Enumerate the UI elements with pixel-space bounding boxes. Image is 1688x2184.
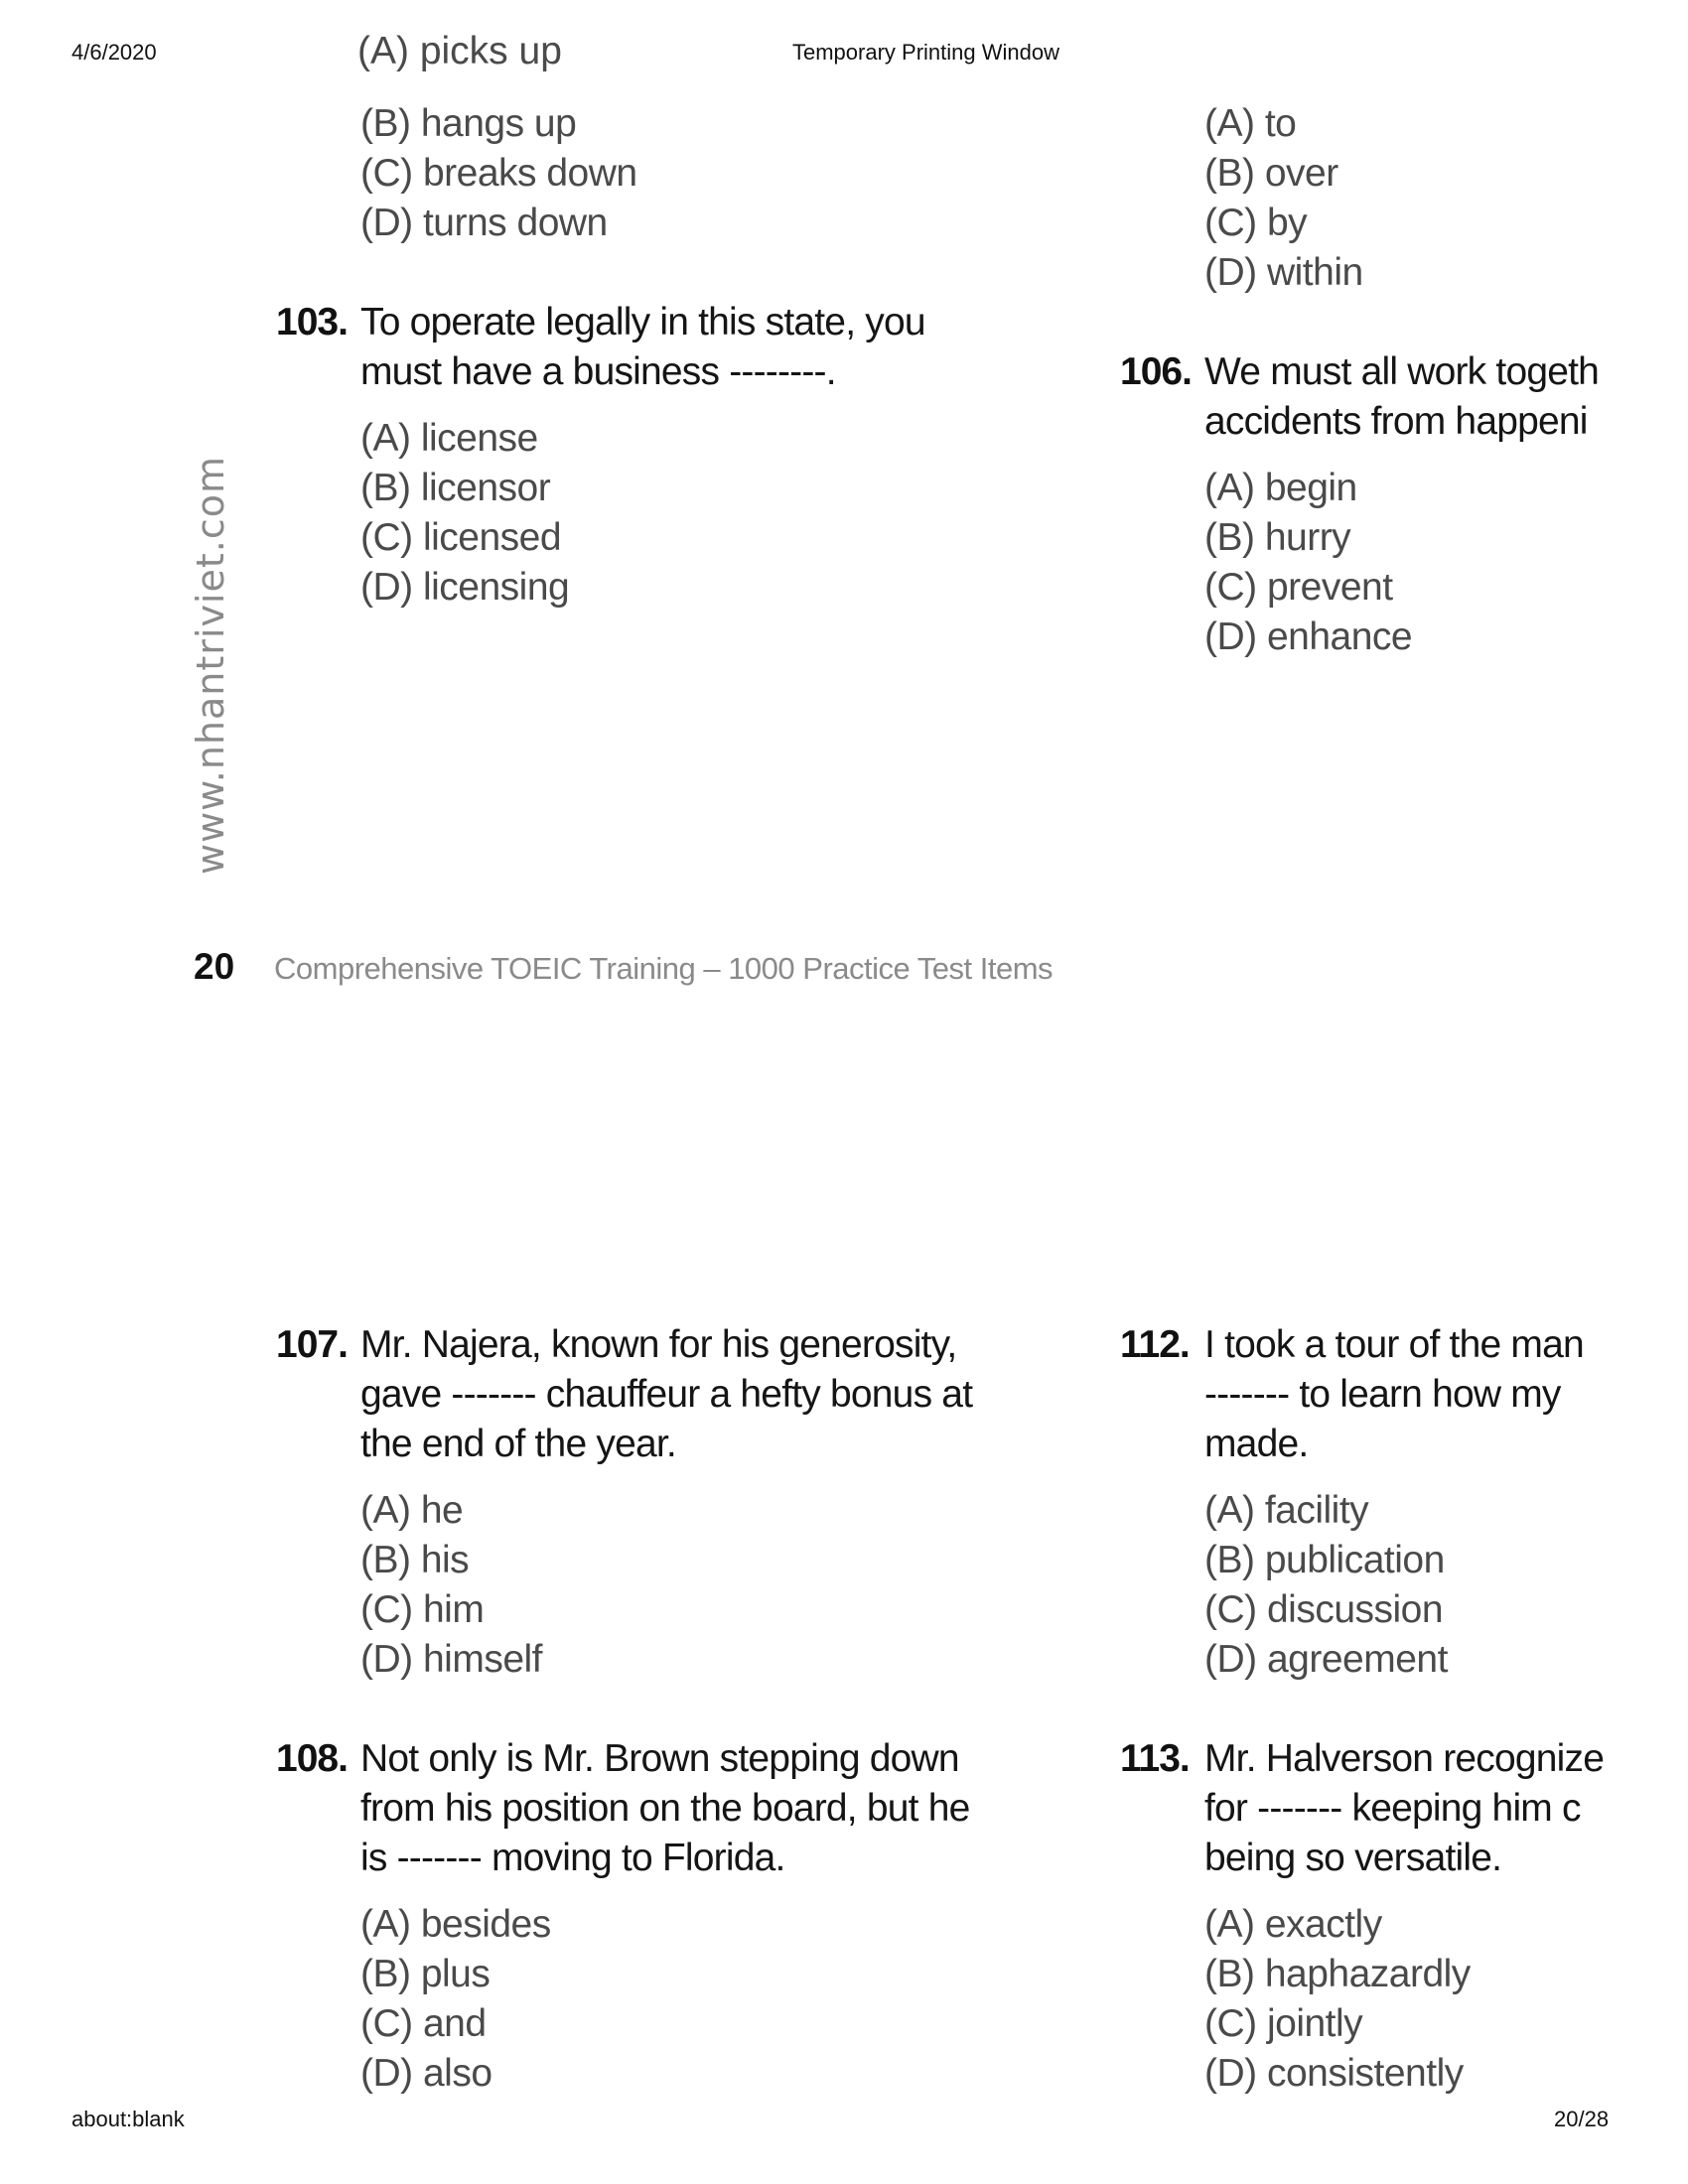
option-b: (B) haphazardly bbox=[1204, 1953, 1471, 1995]
option-d: (D) licensing bbox=[360, 566, 570, 609]
question-number: 103. bbox=[276, 301, 348, 343]
option-b: (B) his bbox=[360, 1539, 470, 1581]
question-text: keeping him c bbox=[1341, 1787, 1581, 1830]
question-text-line: I took a tour of the man bbox=[1204, 1323, 1584, 1366]
option-a: (A) besides bbox=[360, 1903, 551, 1946]
option-a: (A) license bbox=[360, 417, 538, 460]
option-c: (C) breaks down bbox=[360, 152, 637, 195]
option-d: (D) within bbox=[1204, 251, 1363, 294]
question-text-line bbox=[360, 1837, 785, 1880]
print-window-title: Temporary Printing Window bbox=[792, 40, 1059, 65]
option-d: (D) also bbox=[360, 2052, 492, 2095]
question-number: 108. bbox=[276, 1737, 348, 1780]
question-text: is bbox=[360, 1837, 397, 1879]
option-a: (A) he bbox=[360, 1489, 464, 1532]
question-text: to learn how my bbox=[1289, 1373, 1561, 1416]
cut-option-line bbox=[357, 30, 596, 73]
option-b: (B) hangs up bbox=[360, 102, 577, 145]
answer-blank: ------- bbox=[396, 1837, 482, 1879]
option-a: (A) exactly bbox=[1204, 1903, 1382, 1946]
option-b: (B) plus bbox=[360, 1953, 491, 1995]
print-url: about:blank bbox=[71, 2107, 185, 2131]
question-text-line: We must all work togeth bbox=[1204, 350, 1600, 393]
option-c: (C) and bbox=[360, 2002, 487, 2045]
question-text-line: Mr. Najera, known for his generosity, bbox=[360, 1323, 957, 1366]
answer-blank: -------- bbox=[729, 350, 826, 393]
option-d: (D) consistently bbox=[1204, 2052, 1464, 2095]
option-b: (B) publication bbox=[1204, 1539, 1445, 1581]
question-text: moving to Florida. bbox=[481, 1837, 785, 1879]
option-a: (A) begin bbox=[1204, 467, 1357, 509]
question-text: for bbox=[1204, 1787, 1258, 1830]
option-a: (A) to bbox=[1204, 102, 1297, 145]
option-d: (D) agreement bbox=[1204, 1638, 1448, 1681]
question-text-line: Not only is Mr. Brown stepping down bbox=[360, 1737, 959, 1780]
question-text-line bbox=[360, 350, 836, 394]
question-text-line: the end of the year. bbox=[360, 1423, 676, 1465]
question-text-line: made. bbox=[1204, 1423, 1309, 1465]
book-title: Comprehensive TOEIC Training – 1000 Practice Test Items bbox=[274, 951, 1054, 986]
question-text-line: accidents from happeni bbox=[1204, 400, 1588, 443]
answer-blank: ------- bbox=[1257, 1787, 1342, 1830]
question-number: 107. bbox=[276, 1323, 348, 1366]
watermark: www.nhantriviet.com bbox=[189, 455, 232, 876]
print-date: 4/6/2020 bbox=[71, 40, 157, 65]
option-c: (C) by bbox=[1204, 202, 1308, 244]
answer-blank: ------- bbox=[451, 1373, 536, 1416]
question-text: . bbox=[825, 350, 836, 393]
option-b: (B) licensor bbox=[360, 467, 551, 509]
question-number: 112. bbox=[1120, 1323, 1190, 1366]
option-a-cut: (A) picks up bbox=[357, 30, 562, 72]
question-text: must have a business bbox=[360, 350, 730, 393]
question-text: chauffeur a hefty bonus at bbox=[535, 1373, 973, 1416]
book-page-number: 20 bbox=[194, 946, 235, 987]
option-c: (C) licensed bbox=[360, 516, 562, 559]
question-text-line bbox=[1204, 1373, 1561, 1417]
option-c: (C) discussion bbox=[1204, 1588, 1444, 1631]
question-text-line bbox=[1204, 1787, 1581, 1831]
question-text-line: from his position on the board, but he bbox=[360, 1787, 970, 1830]
answer-blank: ------- bbox=[1204, 1373, 1290, 1416]
option-c: (C) prevent bbox=[1204, 566, 1393, 609]
option-c: (C) him bbox=[360, 1588, 485, 1631]
option-d: (D) turns down bbox=[360, 202, 608, 244]
option-d: (D) enhance bbox=[1204, 615, 1413, 658]
option-b: (B) over bbox=[1204, 152, 1338, 195]
question-number: 113. bbox=[1120, 1737, 1190, 1780]
option-a: (A) facility bbox=[1204, 1489, 1369, 1532]
option-d: (D) himself bbox=[360, 1638, 543, 1681]
question-text-line: To operate legally in this state, you bbox=[360, 301, 925, 343]
question-number: 106. bbox=[1120, 350, 1192, 393]
option-b: (B) hurry bbox=[1204, 516, 1351, 559]
print-page-counter: 20/28 bbox=[1554, 2107, 1610, 2131]
question-text: gave bbox=[360, 1373, 452, 1416]
question-text-line: Mr. Halverson recognize bbox=[1204, 1737, 1605, 1780]
question-text-line: being so versatile. bbox=[1204, 1837, 1502, 1879]
question-text-line bbox=[360, 1373, 972, 1417]
option-c: (C) jointly bbox=[1204, 2002, 1363, 2045]
